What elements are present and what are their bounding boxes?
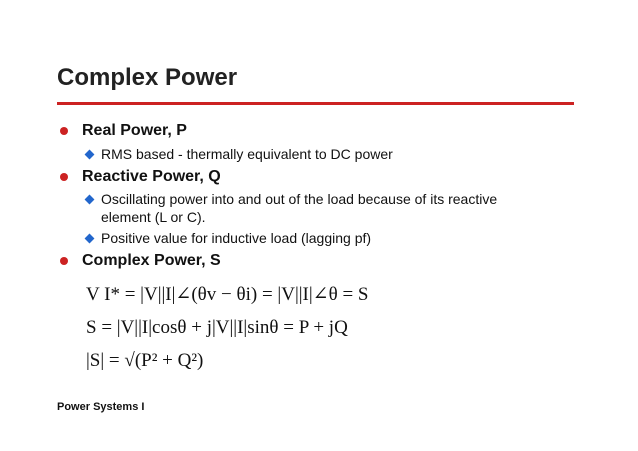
bullet-label: Real Power, P	[82, 122, 187, 139]
bullet-dot-icon	[60, 173, 68, 181]
diamond-bullet-icon	[85, 150, 95, 160]
equation-complex-power: V I* = |V||I|∠(θv − θi) = |V||I|∠θ = S	[86, 284, 369, 305]
footer-course-name: Power Systems I	[57, 401, 145, 413]
sub-bullet-oscillating	[84, 190, 534, 226]
equation-magnitude: |S| = √(P² + Q²)	[86, 350, 204, 371]
bullet-dot-icon	[60, 257, 68, 265]
bullet-dot-icon	[60, 127, 68, 135]
sub-bullet-positive	[84, 229, 371, 247]
sub-bullet-rms	[84, 145, 393, 163]
equation-rectangular-form: S = |V||I|cosθ + j|V||I|sinθ = P + jQ	[86, 317, 348, 338]
diamond-bullet-icon	[85, 195, 95, 205]
title-divider	[57, 102, 574, 105]
bullet-complex-power	[60, 252, 221, 270]
bullet-reactive-power	[60, 168, 221, 186]
sub-bullet-text: Positive value for inductive load (lagging pf)	[101, 230, 372, 246]
bullet-label: Complex Power, S	[82, 252, 221, 269]
slide-title: Complex Power	[57, 64, 238, 91]
bullet-real-power	[60, 122, 187, 140]
sub-bullet-text: Oscillating power into and out of the load because of its reactive element (L or C).	[101, 191, 498, 225]
diamond-bullet-icon	[85, 234, 95, 244]
bullet-label: Reactive Power, Q	[82, 168, 221, 185]
sub-bullet-text: RMS based - thermally equivalent to DC power	[101, 146, 393, 162]
